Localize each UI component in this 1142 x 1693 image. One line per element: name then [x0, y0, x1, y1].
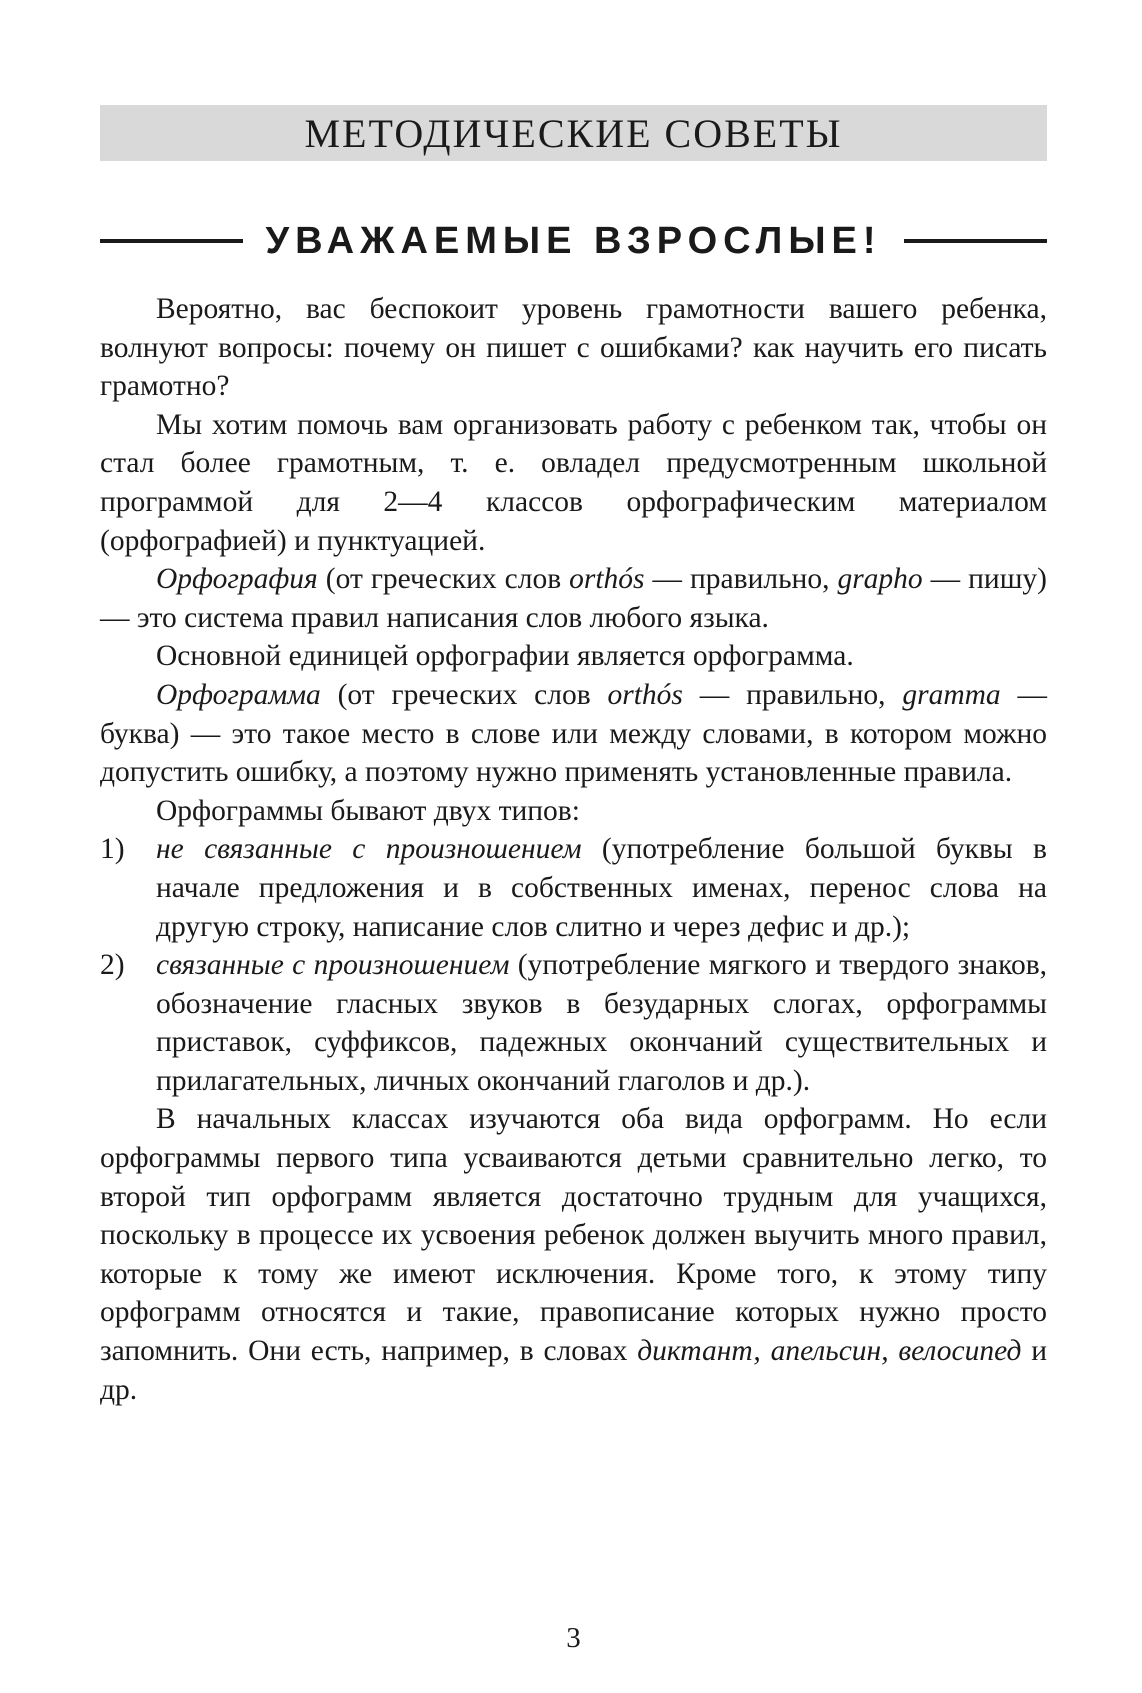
- term-orthography: Орфография: [156, 563, 318, 596]
- greek-word: orthós: [569, 563, 645, 596]
- section-title: МЕТОДИЧЕСКИЕ СОВЕТЫ: [304, 110, 843, 156]
- list-item: [100, 830, 1047, 946]
- heading-row: [100, 213, 1047, 269]
- greek-word: orthós: [607, 678, 683, 711]
- example-words: диктант, апельсин, велосипед: [637, 1335, 1022, 1368]
- greek-word: gramma: [902, 678, 1001, 711]
- paragraph-3: Орфография (от греческих слов orthós — правильно, grapho — пишу) — это система правил написания слов любого языка.: [100, 563, 1048, 634]
- list-number: 1): [100, 833, 125, 866]
- list-term: не связанные с произношением: [156, 833, 582, 866]
- paragraph-5: Орфограмма (от греческих слов orthós — правильно, gramma — буква) — это такое место в слове или между словами, в котором можно допустить ошибку, а поэтому нужно применять установленные правила.: [100, 678, 1048, 789]
- heading-rule-right: [904, 239, 1047, 243]
- paragraph-2: Мы хотим помочь вам организовать работу с ребенком так, чтобы он стал более грамотным, т. е. овладел предусмотренным школьной программой для 2—4 классов орфографическим материалом (орфографией) и пунктуацией.: [100, 408, 1047, 557]
- paragraph-1: Вероятно, вас беспокоит уровень грамотности вашего ребенка, волнуют вопросы: почему он пишет с ошибками? как научить его писать грамотно?: [100, 293, 1047, 403]
- list-term: связанные с произношением: [156, 949, 510, 982]
- body-text: [100, 290, 1047, 1409]
- paragraph-6: Орфограммы бывают двух типов:: [156, 794, 580, 827]
- paragraph-4: Основной единицей орфографии является орфограмма.: [156, 640, 854, 673]
- paragraph-7: В начальных классах изучаются оба вида орфограмм. Но если орфограммы первого типа усваиваются детьми сравнительно легко, то второй тип орфограмм является достаточно трудным для учащихся, поскольку в процессе их усвоения ребенок должен выучить много правил, которые к тому же имеют исключения. Кроме того, к этому типу орфограмм относятся и такие, правописание которых нужно просто запомнить. Они есть, например, в словах диктант, апельсин, велосипед и др.: [100, 1103, 1047, 1406]
- page: [100, 0, 1047, 1693]
- page-number: 3: [566, 1622, 581, 1654]
- page-heading: УВАЖАЕМЫЕ ВЗРОСЛЫЕ!: [265, 219, 882, 262]
- section-banner: [100, 105, 1047, 161]
- list-item: [100, 946, 1047, 1100]
- list-text: связанные с произношением (употребление мягкого и твердого знаков, обозначение гласных звуков в безударных слогах, орфограммы приставок, суффиксов, падежных окончаний существительных и прилагательных, личных окончаний глаголов и др.).: [156, 949, 1048, 1097]
- list-text: не связанные с произношением (употребление большой буквы в начале предложения и в собственных именах, перенос слова на другую строку, написание слов слитно и через дефис и др.);: [156, 833, 1047, 943]
- list-number: 2): [100, 949, 125, 982]
- heading-rule-left: [100, 239, 243, 243]
- greek-word: grapho: [837, 563, 923, 596]
- term-orthogram: Орфограмма: [156, 678, 321, 711]
